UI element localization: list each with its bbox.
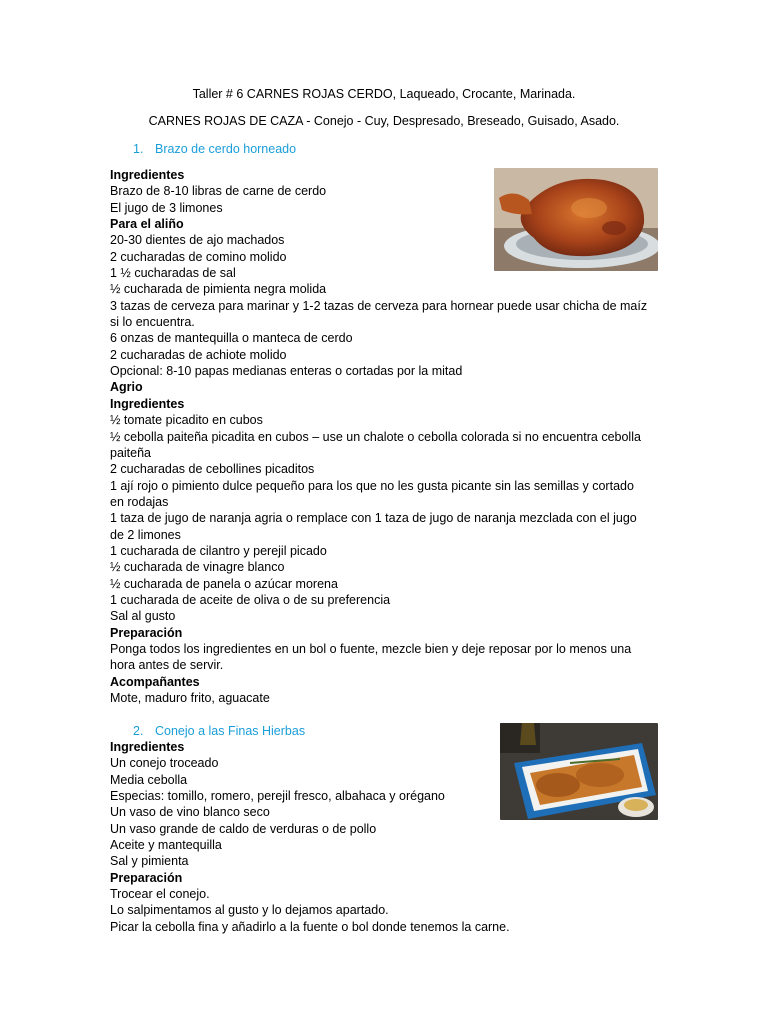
recipe-1-title: Brazo de cerdo horneado xyxy=(155,142,297,156)
recipe-line: de 2 limones xyxy=(110,527,181,542)
recipe-line: ½ tomate picadito en cubos xyxy=(110,413,263,428)
recipe-line: Mote, maduro frito, aguacate xyxy=(110,691,270,705)
document-subtitle: CARNES ROJAS DE CAZA - Conejo - Cuy, Despresado, Breseado, Guisado, Asado. xyxy=(148,114,620,128)
recipe-line: 1 taza de jugo de naranja agria o remplace con 1 taza de jugo de naranja mezclada con el jugo xyxy=(110,511,637,526)
recipe-line: Sal y pimienta xyxy=(110,854,189,869)
recipe-line: El jugo de 3 limones xyxy=(110,200,223,215)
section-label: Ingredientes xyxy=(110,740,185,754)
recipe-line: Brazo de 8-10 libras de carne de cerdo xyxy=(110,184,327,199)
recipe-line: 1 ½ cucharadas de sal xyxy=(110,266,236,281)
recipe-line: ½ cebolla paiteña picadita en cubos – use un chalote o cebolla colorada si no encuentra cebolla xyxy=(110,429,641,444)
recipe-line: Un conejo troceado xyxy=(110,756,219,771)
recipe-line: si lo encuentra. xyxy=(110,315,195,330)
recipe-2-number: 2. xyxy=(133,724,144,738)
recipe-line: 3 tazas de cerveza para marinar y 1-2 tazas de cerveza para hornear puede usar chicha de maíz xyxy=(110,298,648,313)
recipe-line: ½ cucharada de pimienta negra molida xyxy=(110,282,327,297)
recipe-line: 2 cucharadas de comino molido xyxy=(110,249,287,264)
recipe-line: hora antes de servir. xyxy=(110,658,224,673)
roast-pork-photo xyxy=(494,168,658,271)
recipe-line: Un vaso grande de caldo de verduras o de pollo xyxy=(110,821,377,836)
recipe-line: Lo salpimentamos al gusto y lo dejamos apartado. xyxy=(110,903,389,918)
section-label: Preparación xyxy=(110,625,183,640)
section-label: Ingredientes xyxy=(110,396,185,411)
recipe-line: 6 onzas de mantequilla o manteca de cerdo xyxy=(110,331,353,346)
recipe-line: en rodajas xyxy=(110,494,169,509)
recipe-line: Especias: tomillo, romero, perejil fresco, albahaca y orégano xyxy=(110,789,445,804)
recipe-line: Picar la cebolla fina y añadirlo a la fuente o bol donde tenemos la carne. xyxy=(110,919,510,934)
recipe-line: Un vaso de vino blanco seco xyxy=(110,805,270,820)
recipe-line: paiteña xyxy=(110,445,152,460)
recipe-1-heading xyxy=(133,141,296,157)
rabbit-dish-photo xyxy=(500,723,658,820)
recipe-2-title: Conejo a las Finas Hierbas xyxy=(155,724,306,738)
recipe-line: 1 ají rojo o pimiento dulce pequeño para los que no les gusta picante sin las semillas y cortado xyxy=(110,478,634,493)
recipe-line: 2 cucharadas de cebollines picaditos xyxy=(110,462,315,477)
section-label: Para el aliño xyxy=(110,217,184,232)
recipe-line: ½ cucharada de panela o azúcar morena xyxy=(110,576,338,591)
recipe-line: 1 cucharada de aceite de oliva o de su preferencia xyxy=(110,592,391,607)
recipe-line: 1 cucharada de cilantro y perejil picado xyxy=(110,543,327,558)
recipe-1-number: 1. xyxy=(133,142,144,156)
recipe-2-heading xyxy=(133,723,305,739)
recipe-line: 20-30 dientes de ajo machados xyxy=(110,233,285,248)
section-label: Ingredientes xyxy=(110,168,185,182)
recipe-line: Trocear el conejo. xyxy=(110,887,210,902)
recipe-line: 2 cucharadas de achiote molido xyxy=(110,347,287,362)
section-label: Agrio xyxy=(110,380,143,395)
recipe-line: Ponga todos los ingredientes en un bol o fuente, mezcle bien y deje reposar por lo menos una xyxy=(110,641,632,656)
document-title: Taller # 6 CARNES ROJAS CERDO, Laqueado, Crocante, Marinada. xyxy=(192,87,576,101)
recipe-line: ½ cucharada de vinagre blanco xyxy=(110,560,285,575)
recipe-line: Aceite y mantequilla xyxy=(110,838,222,853)
recipe-line: Sal al gusto xyxy=(110,609,176,624)
recipe-line: Media cebolla xyxy=(110,772,188,787)
section-label: Preparación xyxy=(110,870,183,885)
section-label: Acompañantes xyxy=(110,674,200,689)
recipe-line: Opcional: 8-10 papas medianas enteras o cortadas por la mitad xyxy=(110,364,463,379)
